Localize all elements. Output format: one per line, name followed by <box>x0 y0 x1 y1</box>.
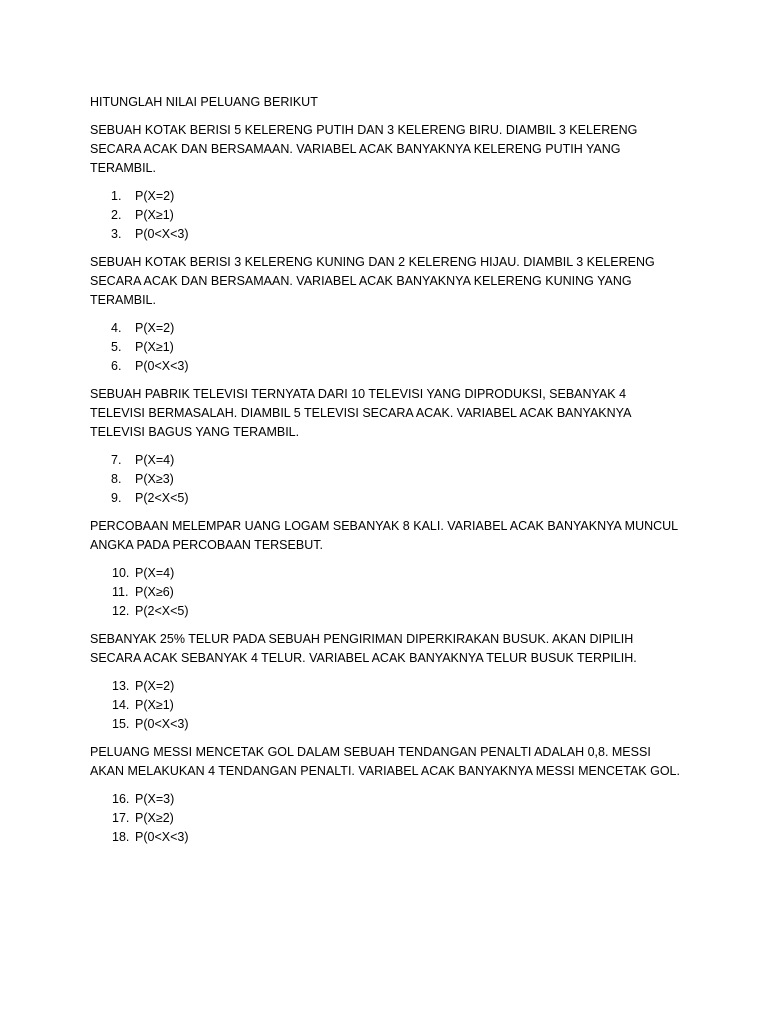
list-item <box>90 602 680 621</box>
item-number: 7. <box>111 453 122 467</box>
item-number: 16. <box>112 792 130 806</box>
item-number: 12. <box>112 604 130 618</box>
item-number: 15. <box>112 717 130 731</box>
item-number: 13. <box>112 679 130 693</box>
item-number: 1. <box>111 189 122 203</box>
question-list <box>90 564 680 621</box>
item-expression: P(X=4) <box>135 453 175 467</box>
list-item <box>90 357 680 376</box>
list-item <box>90 677 680 696</box>
question-list <box>90 187 680 244</box>
problem-section-1 <box>90 121 680 244</box>
list-item <box>90 319 680 338</box>
problem-text: PELUANG MESSI MENCETAK GOL DALAM SEBUAH TENDANGAN PENALTI ADALAH 0,8. MESSI AKAN MELAKUKAN 4 TENDANGAN PENALTI. VARIABEL ACAK BANYAKNYA MESSI MENCETAK GOL. <box>90 745 680 778</box>
item-number: 6. <box>111 359 122 373</box>
list-item <box>90 583 680 602</box>
problem-text: SEBANYAK 25% TELUR PADA SEBUAH PENGIRIMAN DIPERKIRAKAN BUSUK. AKAN DIPILIH SECARA ACAK SEBANYAK 4 TELUR. VARIABEL ACAK BANYAKNYA TELUR BUSUK TERPILIH. <box>90 632 637 665</box>
item-expression: P(X≥2) <box>135 811 174 825</box>
item-expression: P(0<X<3) <box>135 717 189 731</box>
problem-section-5 <box>90 630 680 734</box>
problem-text: SEBUAH KOTAK BERISI 5 KELERENG PUTIH DAN 3 KELERENG BIRU. DIAMBIL 3 KELERENG SECARA ACAK DAN BERSAMAAN. VARIABEL ACAK BANYAKNYA KELERENG PUTIH YANG TERAMBIL. <box>90 123 638 175</box>
item-expression: P(0<X<3) <box>135 227 189 241</box>
item-expression: P(X≥1) <box>135 208 174 222</box>
item-expression: P(X=2) <box>135 189 175 203</box>
problem-section-6 <box>90 743 680 847</box>
item-number: 17. <box>112 811 130 825</box>
problem-text: PERCOBAAN MELEMPAR UANG LOGAM SEBANYAK 8 KALI. VARIABEL ACAK BANYAKNYA MUNCUL ANGKA PADA PERCOBAAN TERSEBUT. <box>90 519 678 552</box>
question-list <box>90 790 680 847</box>
item-number: 18. <box>112 830 130 844</box>
item-expression: P(X≥3) <box>135 472 174 486</box>
list-item <box>90 828 680 847</box>
list-item <box>90 790 680 809</box>
item-number: 4. <box>111 321 122 335</box>
problem-text: SEBUAH PABRIK TELEVISI TERNYATA DARI 10 TELEVISI YANG DIPRODUKSI, SEBANYAK 4 TELEVISI BERMASALAH. DIAMBIL 5 TELEVISI SECARA ACAK. VARIABEL ACAK BANYAKNYA TELEVISI BAGUS YANG TERAMBIL. <box>90 387 631 439</box>
problem-section-3 <box>90 385 680 508</box>
item-expression: P(X≥6) <box>135 585 174 599</box>
item-expression: P(X≥1) <box>135 698 174 712</box>
list-item <box>90 715 680 734</box>
item-expression: P(X=3) <box>135 792 175 806</box>
list-item <box>90 187 680 206</box>
problem-section-2 <box>90 253 680 376</box>
item-expression: P(X=4) <box>135 566 175 580</box>
item-number: 8. <box>111 472 122 486</box>
problem-text: SEBUAH KOTAK BERISI 3 KELERENG KUNING DAN 2 KELERENG HIJAU. DIAMBIL 3 KELERENG SECARA ACAK DAN BERSAMAAN. VARIABEL ACAK BANYAKNYA KELERENG KUNING YANG TERAMBIL. <box>90 255 655 307</box>
list-item <box>90 206 680 225</box>
item-number: 11. <box>112 585 129 599</box>
item-expression: P(X=2) <box>135 321 175 335</box>
list-item <box>90 225 680 244</box>
item-expression: P(0<X<3) <box>135 359 189 373</box>
item-number: 10. <box>112 566 130 580</box>
page-title: HITUNGLAH NILAI PELUANG BERIKUT <box>90 95 318 109</box>
item-number: 14. <box>112 698 130 712</box>
list-item <box>90 564 680 583</box>
item-expression: P(X≥1) <box>135 340 174 354</box>
item-expression: P(0<X<3) <box>135 830 189 844</box>
item-expression: P(X=2) <box>135 679 175 693</box>
item-number: 3. <box>111 227 122 241</box>
question-list <box>90 319 680 376</box>
problem-section-4 <box>90 517 680 621</box>
list-item <box>90 470 680 489</box>
list-item <box>90 451 680 470</box>
item-number: 2. <box>111 208 122 222</box>
list-item <box>90 809 680 828</box>
list-item <box>90 338 680 357</box>
item-expression: P(2<X<5) <box>135 604 189 618</box>
item-number: 9. <box>111 491 122 505</box>
list-item <box>90 489 680 508</box>
item-number: 5. <box>111 340 122 354</box>
item-expression: P(2<X<5) <box>135 491 189 505</box>
document-page <box>90 93 680 856</box>
question-list <box>90 677 680 734</box>
list-item <box>90 696 680 715</box>
question-list <box>90 451 680 508</box>
